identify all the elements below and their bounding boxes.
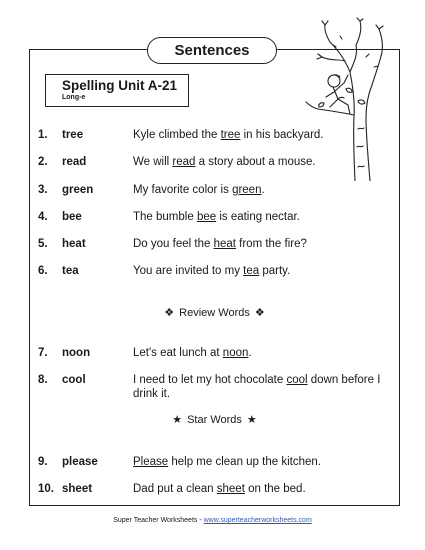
item-number: 1. <box>38 129 48 141</box>
spelling-word: tree <box>62 129 84 141</box>
item-number: 7. <box>38 347 48 359</box>
footer-text: Super Teacher Worksheets - <box>113 517 204 524</box>
sentence: I need to let my hot chocolate cool down before I drink it. <box>133 374 381 400</box>
sentence: You are invited to my tea party. <box>133 265 291 277</box>
target-word: tree <box>220 129 241 141</box>
spelling-word: sheet <box>62 483 93 495</box>
spelling-word: noon <box>62 347 91 359</box>
unit-subtitle: Long-e <box>62 94 86 101</box>
star-words-heading <box>29 413 400 426</box>
list-item <box>38 264 388 280</box>
list-item <box>38 128 388 144</box>
star-words-label: Star Words <box>187 414 242 426</box>
spelling-word: read <box>62 156 87 168</box>
unit-title: Spelling Unit A-21 <box>62 78 178 93</box>
sentence: We will read a story about a mouse. <box>133 156 316 168</box>
sentence: Dad put a clean sheet on the bed. <box>133 483 306 495</box>
list-item <box>38 155 388 171</box>
list-item <box>38 210 388 226</box>
sentence: My favorite color is green. <box>133 184 265 196</box>
diamond-icon: ❖ <box>254 307 265 319</box>
item-number: 4. <box>38 211 48 223</box>
sentence: Do you feel the heat from the fire? <box>133 238 307 250</box>
sentence: Please help me clean up the kitchen. <box>133 456 321 468</box>
sentence: Let's eat lunch at noon. <box>133 347 252 359</box>
list-item <box>38 346 388 362</box>
item-number: 8. <box>38 374 48 386</box>
diamond-icon: ❖ <box>164 307 175 319</box>
item-number: 6. <box>38 265 48 277</box>
page-title <box>147 37 277 64</box>
list-item <box>38 237 388 253</box>
target-word: noon <box>222 347 249 359</box>
item-number: 2. <box>38 156 48 168</box>
target-word: tea <box>243 265 260 277</box>
item-number: 5. <box>38 238 48 250</box>
list-item <box>38 482 388 498</box>
spelling-word: cool <box>62 374 86 386</box>
unit-box <box>45 74 189 107</box>
list-item <box>38 455 388 471</box>
spelling-word: please <box>62 456 98 468</box>
spelling-word: tea <box>62 265 79 277</box>
item-number: 10. <box>38 483 54 495</box>
review-words-label: Review Words <box>179 307 250 319</box>
review-words-heading <box>29 306 400 319</box>
footer <box>0 517 425 524</box>
target-word: cool <box>286 374 308 386</box>
star-icon: ★ <box>172 414 183 426</box>
star-icon: ★ <box>246 414 257 426</box>
page-title-text: Sentences <box>174 42 250 59</box>
spelling-word: bee <box>62 211 82 223</box>
sentence: The bumble bee is eating nectar. <box>133 211 300 223</box>
sentence: Kyle climbed the tree in his backyard. <box>133 129 324 141</box>
target-word: read <box>172 156 196 168</box>
item-number: 3. <box>38 184 48 196</box>
footer-link[interactable]: www.superteacherworksheets.com <box>203 517 312 524</box>
target-word: sheet <box>216 483 245 495</box>
spelling-word: green <box>62 184 94 196</box>
target-word: green <box>232 184 262 196</box>
target-word: heat <box>213 238 236 250</box>
target-word: Please <box>133 456 169 468</box>
list-item <box>38 183 388 199</box>
target-word: bee <box>196 211 217 223</box>
list-item <box>38 373 388 405</box>
item-number: 9. <box>38 456 48 468</box>
spelling-word: heat <box>62 238 86 250</box>
